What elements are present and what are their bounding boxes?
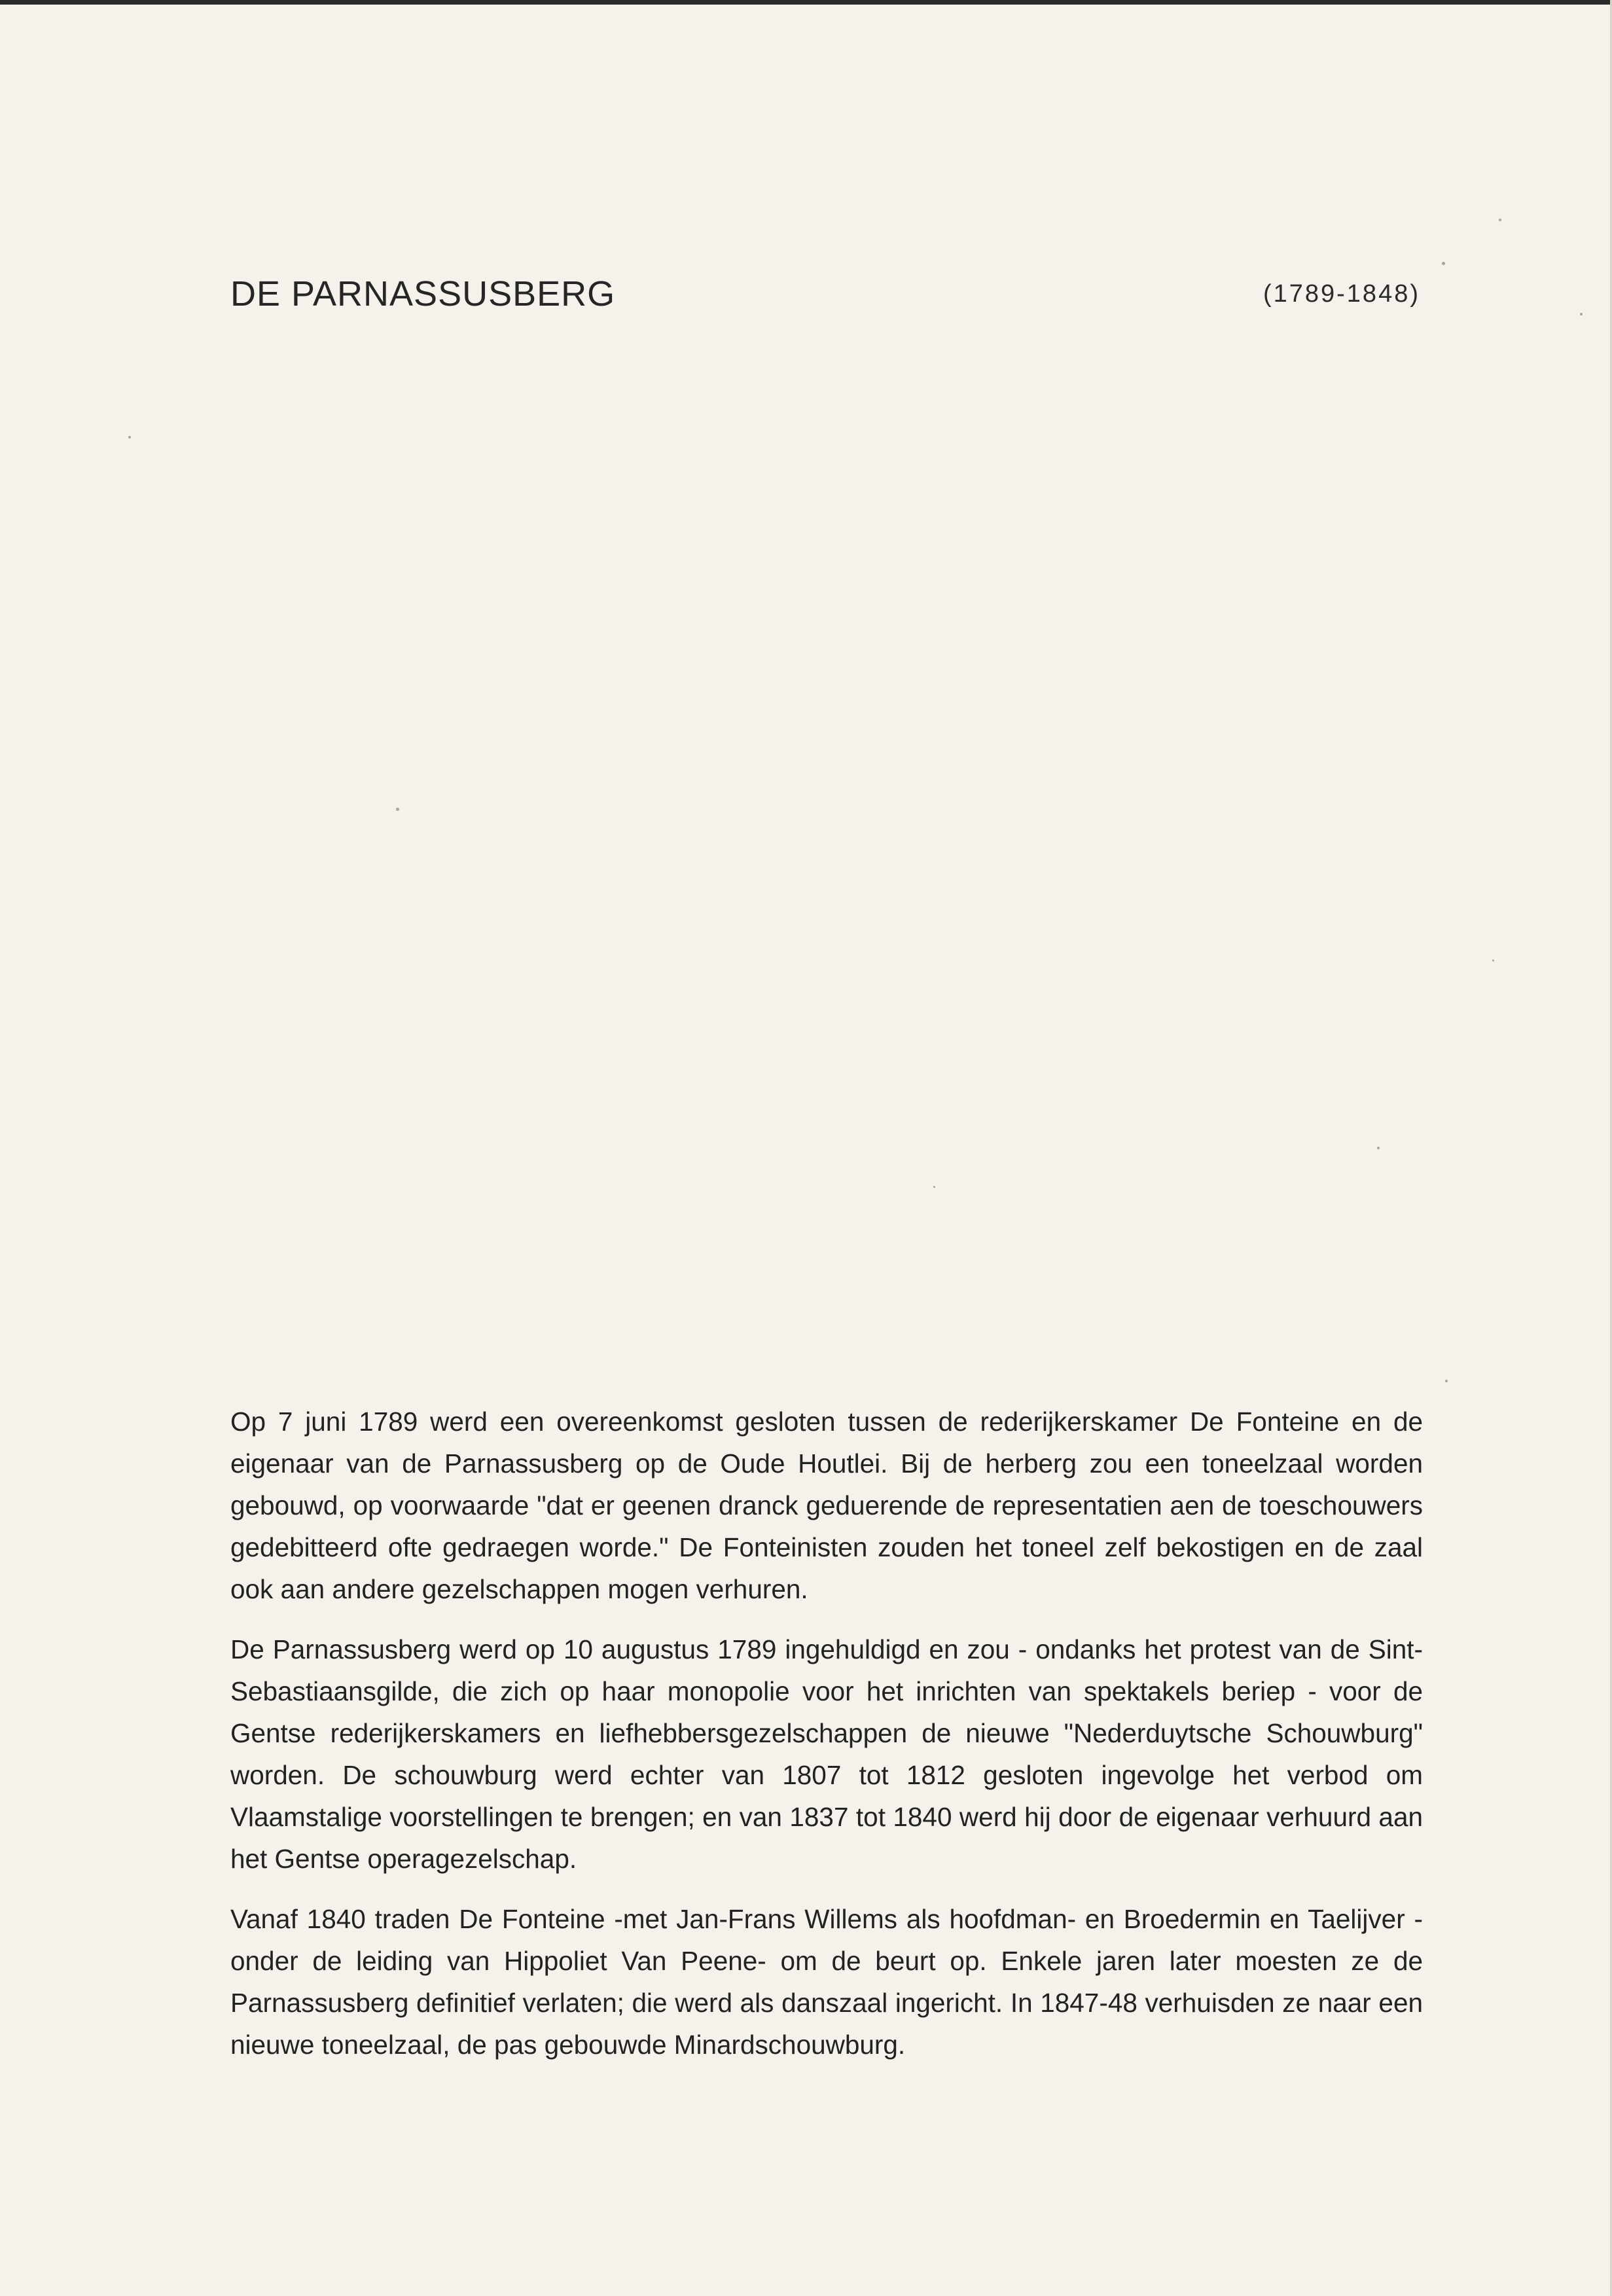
page-header bbox=[230, 274, 1420, 319]
scan-speck bbox=[1492, 960, 1494, 961]
scan-speck bbox=[1377, 1147, 1380, 1149]
scan-speck bbox=[128, 436, 131, 439]
paragraph-3: Vanaf 1840 traden De Fonteine -met Jan-Frans Willems als hoofdman- en Broedermin en Taelijver -onder de leiding van Hippoliet Van Peene- om de beurt op. Enkele jaren later moesten ze de Parnassusberg definitief verlaten; die werd als danszaal ingericht. In 1847-48 verhuisden ze naar een nieuwe toneelzaal, de pas gebouwde Minardschouwburg. bbox=[230, 1904, 1423, 2060]
scan-speck bbox=[396, 808, 399, 811]
paragraph-1: Op 7 juni 1789 werd een overeenkomst gesloten tussen de rederijkerskamer De Fonteine en de eigenaar van de Parnassusberg op de Oude Houtlei. Bij de herberg zou een toneelzaal worden gebouwd, op voorwaarde "dat er geenen dranck geduerende de representatien aen de toeschouwers gedebitteerd ofte gedraegen worde." De Fonteinisten zouden het toneel zelf bekostigen en de zaal ook aan andere gezelschappen mogen verhuren. bbox=[230, 1407, 1423, 1604]
date-range: (1789-1848) bbox=[1263, 280, 1420, 308]
paragraph-2: De Parnassusberg werd op 10 augustus 1789 ingehuldigd en zou - ondanks het protest van de Sint-Sebastiaansgilde, die zich op haar monopolie voor het inrichten van spektakels beriep - voor de Gentse rederijkerskamers en liefhebbersgezelschappen de nieuwe "Nederduytsche Schouwburg" worden. De schouwburg werd echter van 1807 tot 1812 gesloten ingevolge het verbod om Vlaamstalige voorstellingen te brengen; en van 1837 tot 1840 werd hij door de eigenaar verhuurd aan het Gentse operagezelschap. bbox=[230, 1634, 1423, 1874]
scan-speck bbox=[1580, 313, 1583, 315]
scan-speck bbox=[1445, 1380, 1448, 1382]
body-text bbox=[230, 1401, 1423, 2084]
scan-speck bbox=[1442, 262, 1445, 265]
page-top-edge bbox=[0, 0, 1612, 5]
scan-speck bbox=[933, 1186, 935, 1188]
page-title: DE PARNASSUSBERG bbox=[230, 274, 616, 314]
scan-speck bbox=[1499, 219, 1501, 221]
